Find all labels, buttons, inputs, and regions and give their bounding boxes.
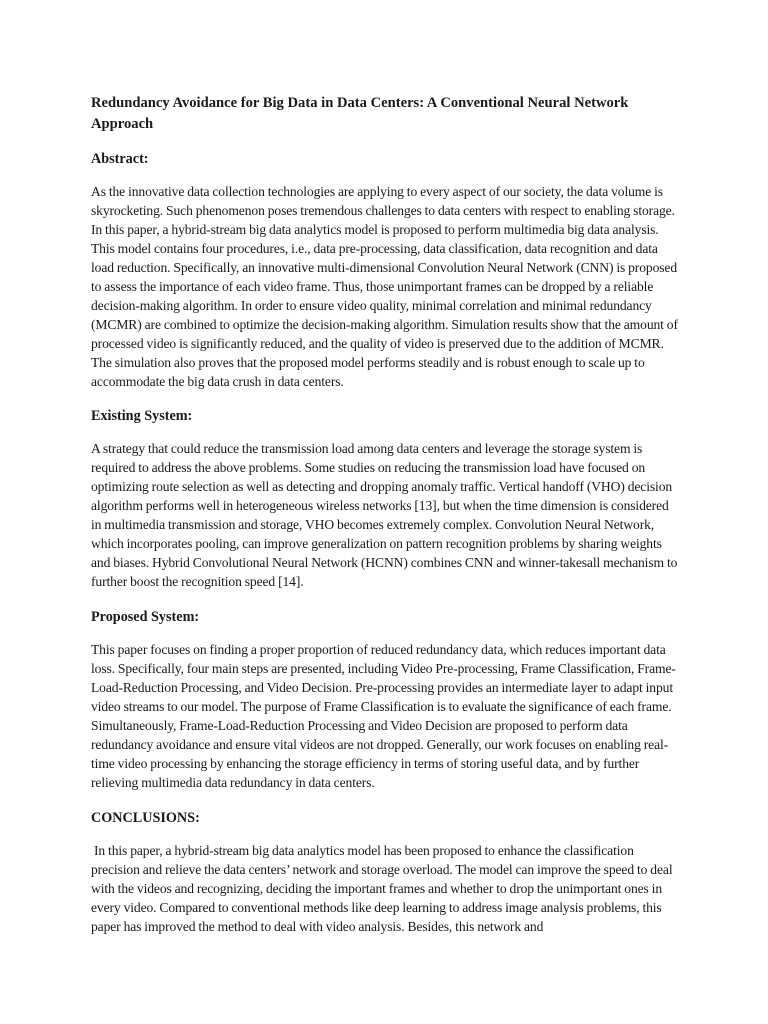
- document-title: Redundancy Avoidance for Big Data in Data Centers: A Conventional Neural Network Approach: [91, 95, 629, 132]
- proposed-system-heading: Proposed System:: [91, 609, 200, 626]
- conclusions-heading: CONCLUSIONS:: [91, 809, 200, 826]
- existing-system-heading: Existing System:: [91, 408, 193, 425]
- abstract-heading: Abstract:: [91, 151, 149, 167]
- proposed-system-paragraph: This paper focuses on finding a proper proportion of reduced redundancy data, which reduces important data loss. Specifically, four main steps are presented, including Video Pre-processing, Frame Classification, Frame-Load-Reduction Processing, and Video Decision. Pre-processing provides an intermediate layer to adapt input video streams to our model. The purpose of Frame Classification is to evaluate the significance of each frame. Simultaneously, Frame-Load-Reduction Processing and Video Decision are proposed to perform data redundancy avoidance and ensure vital videos are not dropped. Generally, our work focuses on enabling real-time video processing by enhancing the storage efficiency in terms of storing useful data, and by further relieving multimedia data redundancy in data centers.: [91, 642, 676, 790]
- existing-system-paragraph: A strategy that could reduce the transmission load among data centers and leverage the storage system is required to address the above problems. Some studies on reducing the transmission load have focused on optimizing route selection as well as detecting and dropping anomaly traffic. Vertical handoff (VHO) decision algorithm performs well in heterogeneous wireless networks [13], but when the time dimension is considered in multimedia transmission and storage, VHO becomes extremely complex. Convolution Neural Network, which incorporates pooling, can improve generalization on pattern recognition problems by sharing weights and biases. Hybrid Convolutional Neural Network (HCNN) combines CNN and winner-takesall mechanism to further boost the recognition speed [14].: [91, 441, 678, 590]
- conclusions-paragraph: In this paper, a hybrid-stream big data analytics model has been proposed to enhance the classification precision and relieve the data centers’ network and storage overload. The model can improve the speed to deal with the videos and recognizing, deciding the important frames and whether to drop the unimportant ones in every video. Compared to conventional methods like deep learning to address image analysis problems, this paper has improved the method to deal with video analysis. Besides, this network and: [91, 842, 673, 934]
- document-page: [91, 93, 681, 953]
- abstract-paragraph: As the innovative data collection technologies are applying to every aspect of our society, the data volume is skyrocketing. Such phenomenon poses tremendous challenges to data centers with respect to enabling storage. In this paper, a hybrid-stream big data analytics model is proposed to perform multimedia big data analysis. This model contains four procedures, i.e., data pre-processing, data classification, data recognition and data load reduction. Specifically, an innovative multi-dimensional Convolution Neural Network (CNN) is proposed to assess the importance of each video frame. Thus, those unimportant frames can be dropped by a reliable decision-making algorithm. In order to ensure video quality, minimal correlation and minimal redundancy (MCMR) are combined to optimize the decision-making algorithm. Simulation results show that the amount of processed video is significantly reduced, and the quality of video is preserved due to the addition of MCMR. The simulation also proves that the proposed model performs steadily and is robust enough to scale up to accommodate the big data crush in data centers.: [91, 184, 678, 389]
